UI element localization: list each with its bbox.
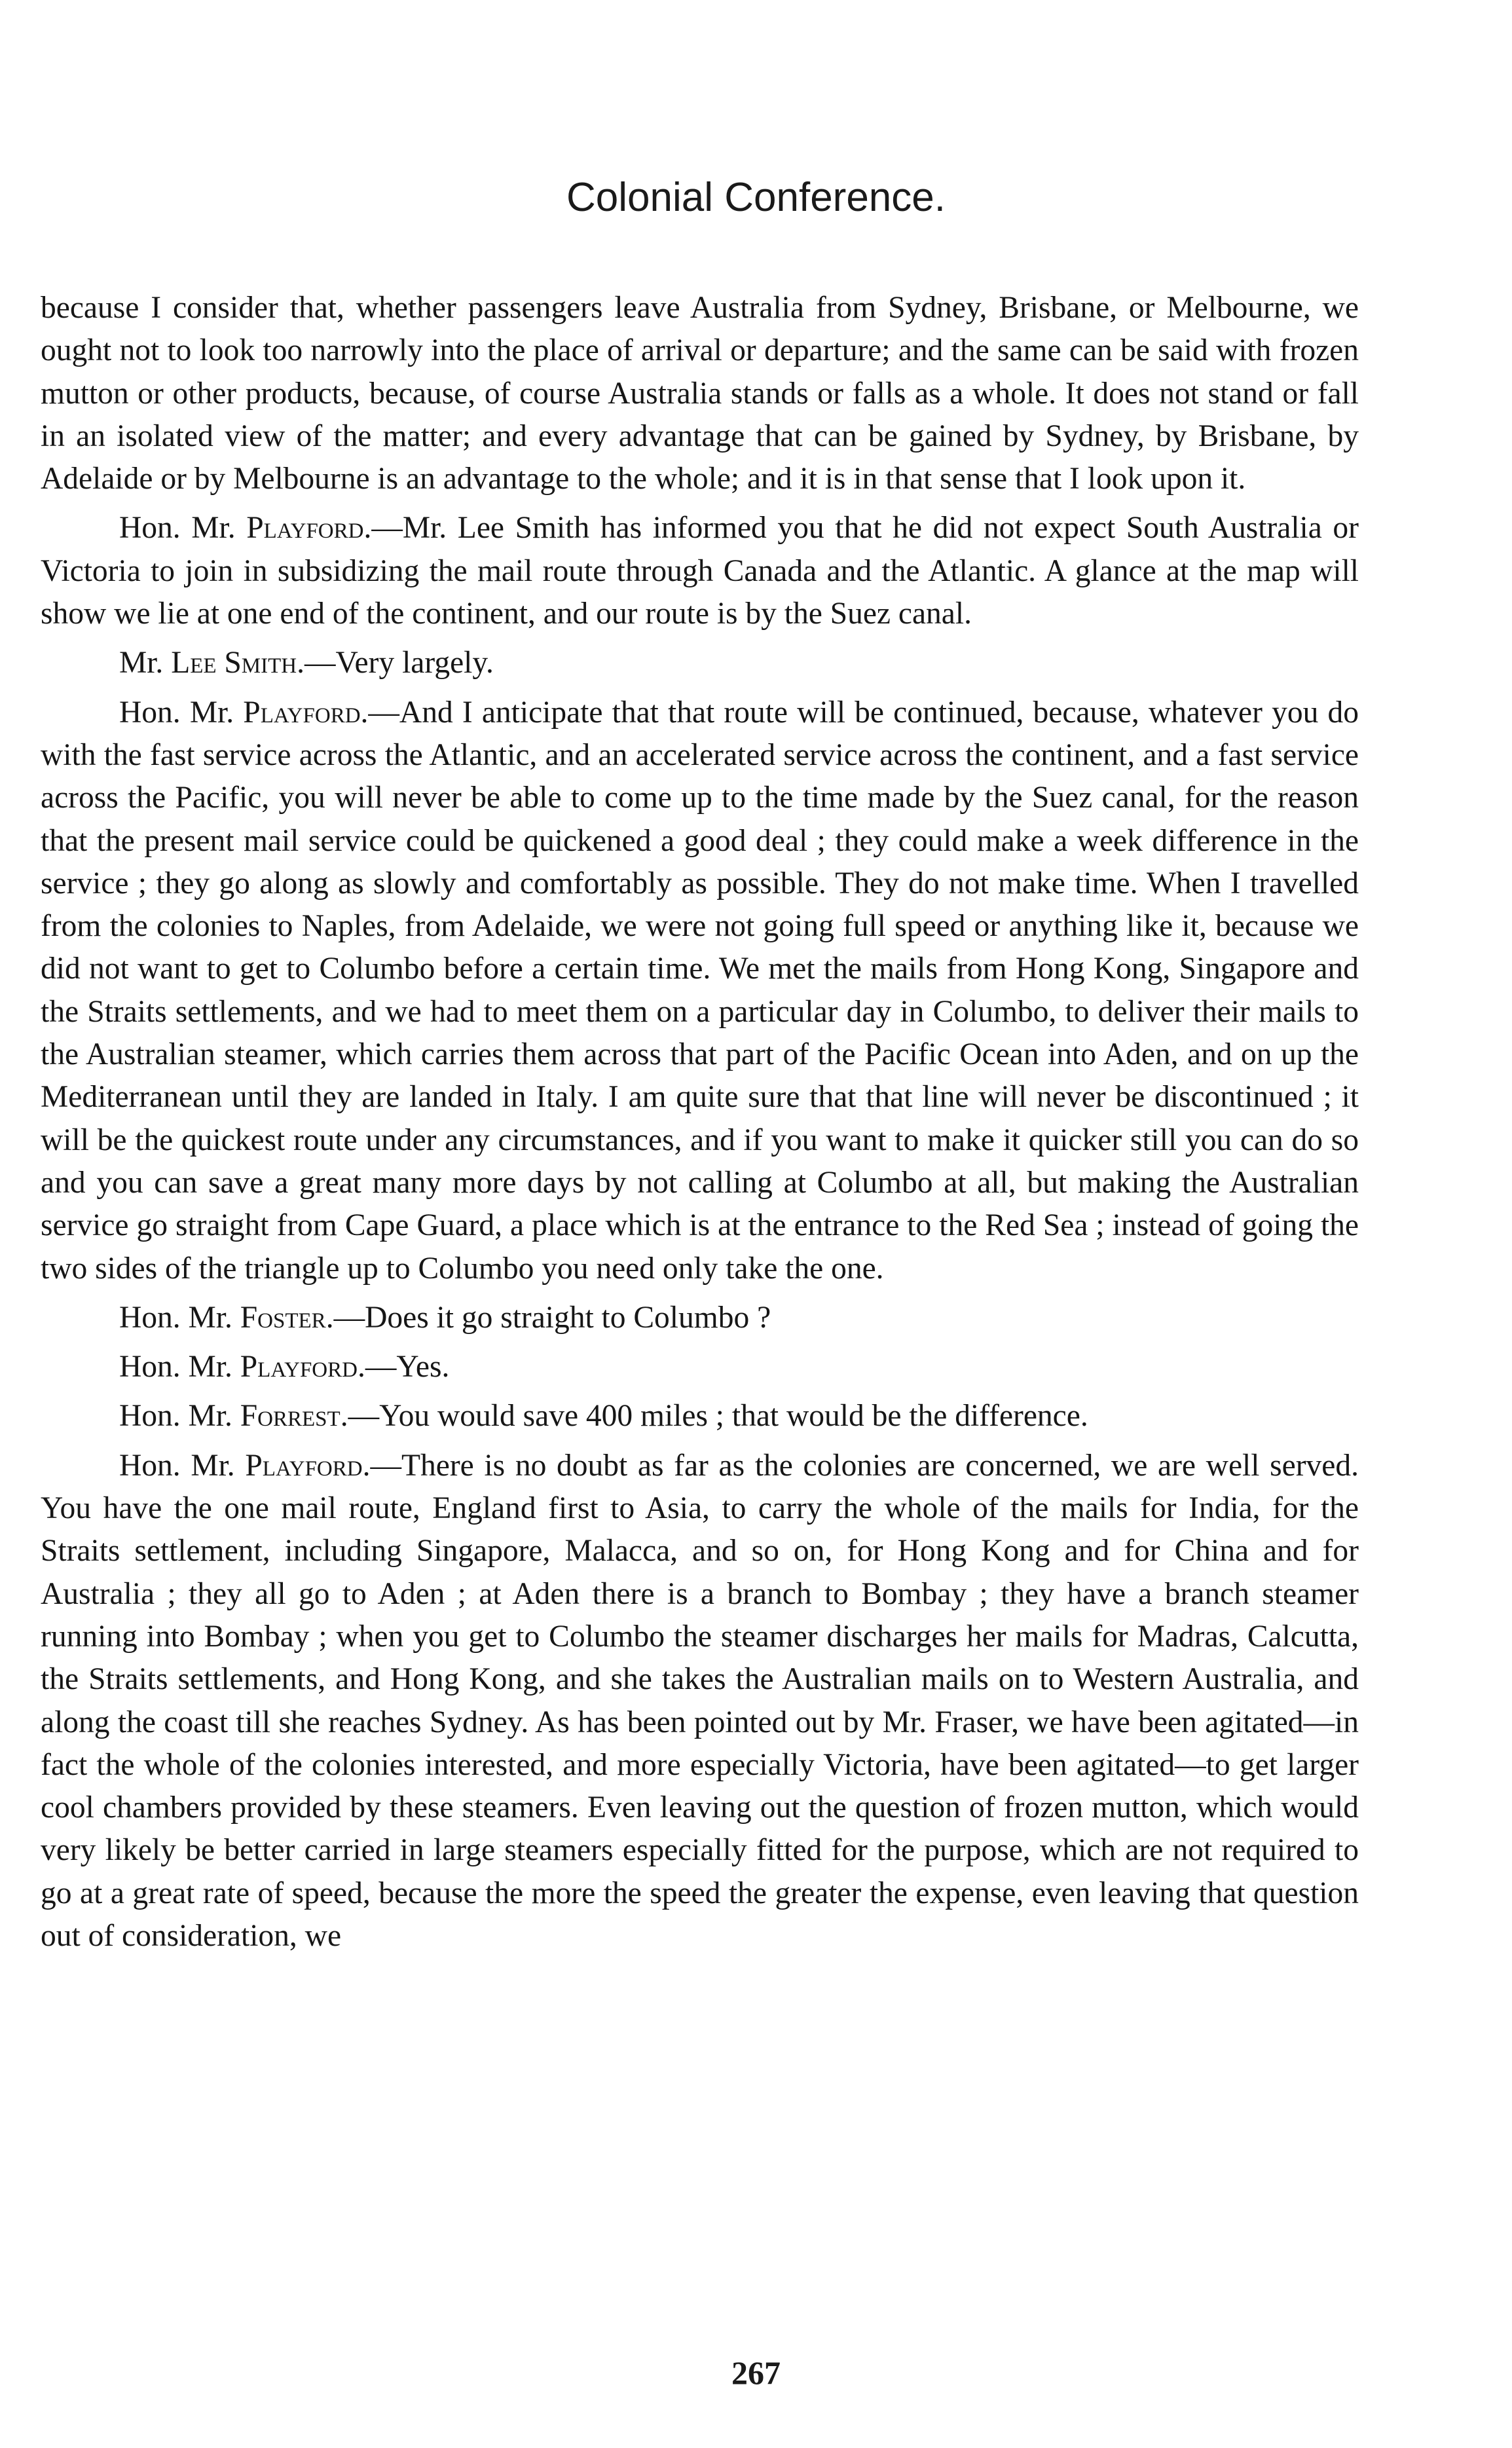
speaker-name: Playford [240,1350,358,1384]
speech-paragraph [41,1395,1359,1437]
speech-paragraph [41,507,1359,635]
speaker-prefix: Mr. [119,646,172,680]
speaker-name: Playford [243,695,361,730]
speaker-name: Lee Smith [171,646,297,680]
speech-text: .—And I anticipate that that route will be continued, because, whatever you do with the fast service across the Atlantic, and an accelerated service across the continent, and a fast service across the Pacific, you will never be able to come up to the time made by the Suez canal, for the reason that the present mail service could be quickened a good deal ; they could make a week difference in the service ; they go along as slowly and comfortably as possible. They do not make time. When I travelled from the colonies to Naples, from Adelaide, we were not going full speed or anything like it, because we did not want to get to Columbo before a certain time. We met the mails from Hong Kong, Singapore and the Straits settlements, and we had to meet them on a particular day in Columbo, to deliver their mails to the Australian steamer, which carries them across that part of the Pacific Ocean into Aden, and on up the Mediterranean until they are landed in Italy. I am quite sure that that line will never be discontinued ; it will be the quickest route under any circumstances, and if you want to make it quicker still you can do so and you can save a great many more days by not calling at Columbo at all, but making the Australian service go straight from Cape Guard, a place which is at the entrance to the Red Sea ; instead of going the two sides of the triangle up to Columbo you need only take the one. [41,695,1359,1286]
speech-paragraph [41,642,1359,684]
speech-text: .—Does it go straight to Columbo ? [325,1300,771,1335]
speaker-name: Playford [246,511,364,546]
speech-paragraph [41,692,1359,1290]
paragraph [41,287,1359,500]
page-number: 267 [731,2354,781,2391]
speech-text: .—Yes. [358,1350,450,1384]
speaker-name: Playford [245,1448,363,1483]
speech-paragraph [41,1297,1359,1339]
speech-paragraph [41,1445,1359,1958]
speaker-prefix: Hon. Mr. [119,1399,240,1434]
speaker-prefix: Hon. Mr. [119,695,244,730]
speaker-name: Forrest [240,1399,341,1434]
running-head: Colonial Conference. [566,175,946,220]
speech-paragraph [41,1346,1359,1388]
speech-text: .—Very largely. [297,646,494,680]
speech-text: .—Mr. Lee Smith has informed you that he did not expect South Australia or Victoria to join in subsidizing the mail route through Canada and the Atlantic. A glance at the map will show we lie at one end of the continent, and our route is by the Suez canal. [41,511,1359,631]
speaker-prefix: Hon. Mr. [119,511,247,546]
speaker-prefix: Hon. Mr. [119,1350,240,1384]
paragraph-text: because I consider that, whether passengers leave Australia from Sydney, Brisbane, or Melbourne, we ought not to look too narrowly into the place of arrival or departure; and the same can be said with frozen mutton or other products, because, of course Australia stands or falls as a whole. It does not stand or fall in an isolated view of the matter; and every advantage that can be gained by Sydney, by Brisbane, by Adelaide or by Melbourne is an advantage to the whole; and it is in that sense that I look upon it. [41,291,1359,496]
body-text [41,287,1359,1964]
speech-text: .—You would save 400 miles ; that would be the difference. [340,1399,1088,1434]
speaker-name: Foster [240,1300,326,1335]
speech-text: .—There is no doubt as far as the colonies are concerned, we are well served. You have the one mail route, England first to Asia, to carry the whole of the mails for India, for the Straits settlement, including Singapore, Malacca, and so on, for Hong Kong and for China and for Australia ; they all go to Aden ; at Aden there is a branch to Bombay ; they have a branch steamer running into Bombay ; when you get to Columbo the steamer discharges her mails for Madras, Calcutta, the Straits settlements, and Hong Kong, and she takes the Australian mails on to Western Australia, and along the coast till she reaches Sydney. As has been pointed out by Mr. Fraser, we have been agitated—in fact the whole of the colonies interested, and more especially Victoria, have been agitated—to get larger cool chambers provided by these steamers. Even leaving out the question of frozen mutton, which would very likely be better carried in large steamers especially fitted for the purpose, which are not required to go at a great rate of speed, because the more the speed the greater the expense, even leaving that question out of consideration, we [41,1448,1359,1953]
speaker-prefix: Hon. Mr. [119,1300,240,1335]
speaker-prefix: Hon. Mr. [119,1448,246,1483]
